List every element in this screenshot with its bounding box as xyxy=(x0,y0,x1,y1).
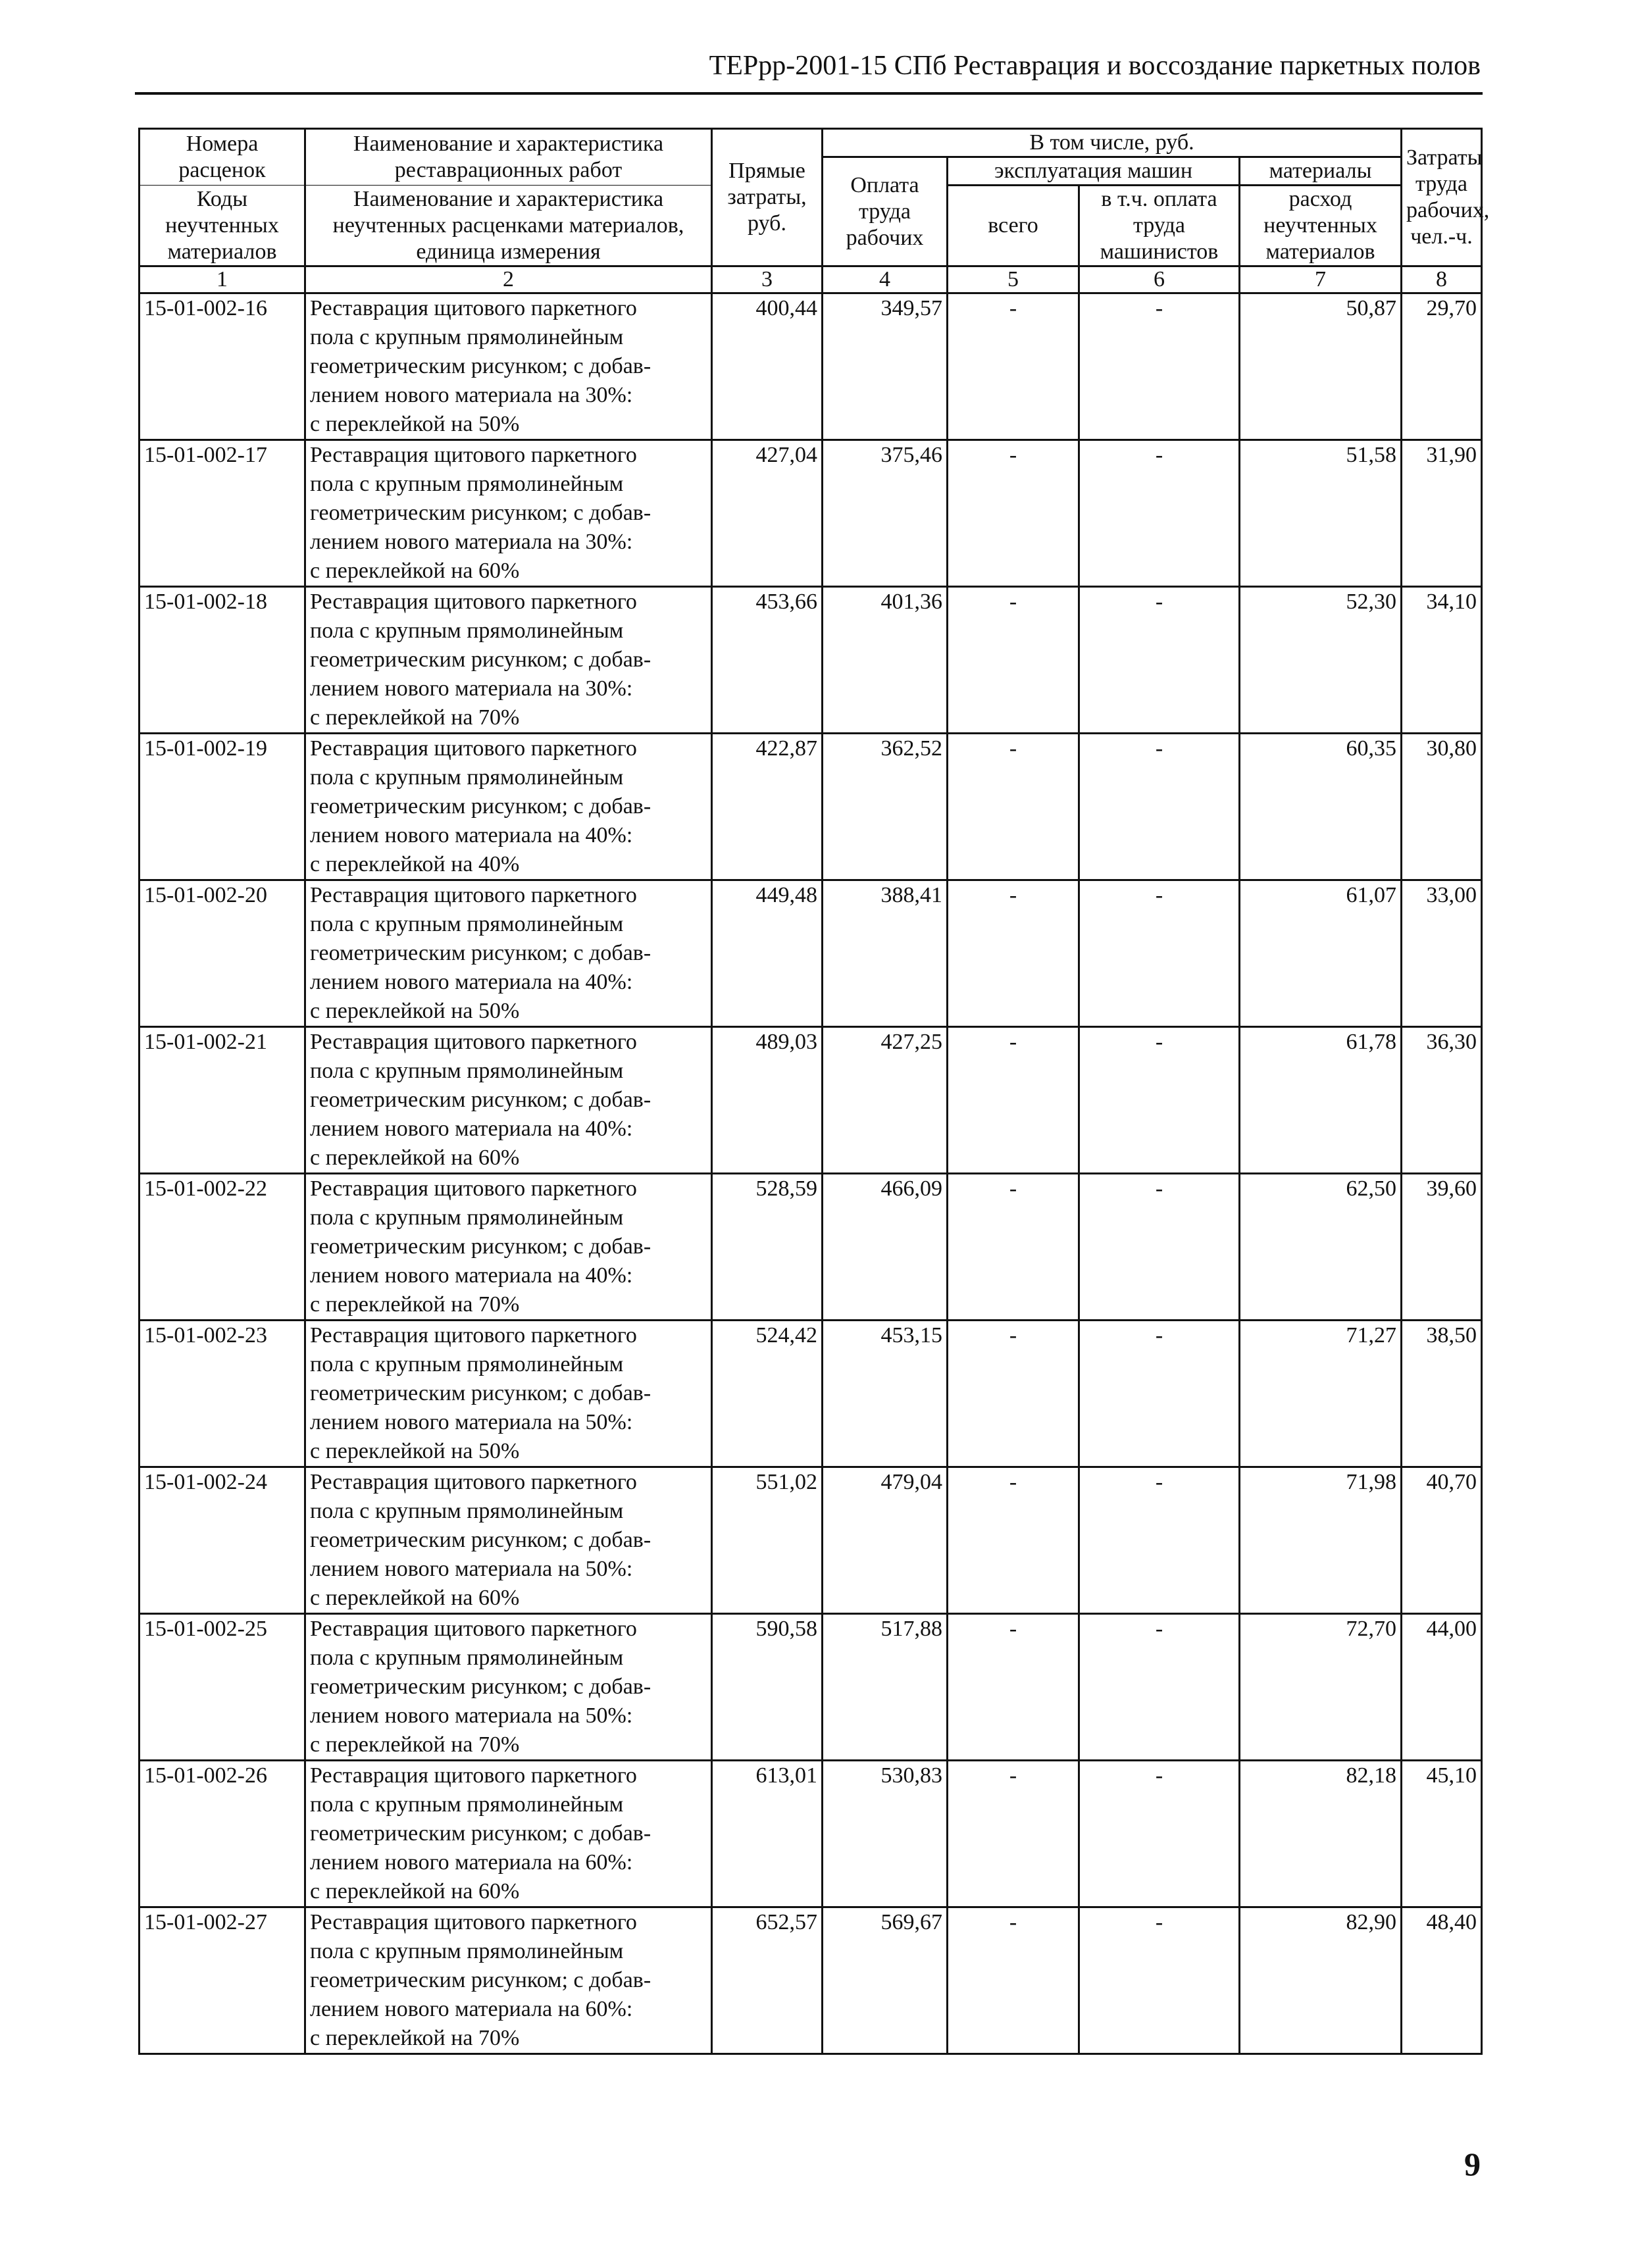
work-description-line: с переклейкой на 50% xyxy=(310,412,520,436)
work-description-line: пола с крупным прямолинейным xyxy=(310,618,624,643)
direct-costs-value: 453,66 xyxy=(712,587,823,734)
direct-costs-value: 590,58 xyxy=(712,1614,823,1761)
work-description-line: лением нового материала на 30%: xyxy=(310,676,633,701)
materials-value: 52,30 xyxy=(1240,587,1402,734)
materials-value: 60,35 xyxy=(1240,734,1402,880)
labor-hours-value: 36,30 xyxy=(1402,1027,1482,1174)
work-description-line: геометрическим рисунком; с добав- xyxy=(310,1381,651,1405)
work-description-line: геометрическим рисунком; с добав- xyxy=(310,354,651,378)
work-description-line: Реставрация щитового паркетного xyxy=(310,590,637,614)
work-description xyxy=(305,1761,712,1907)
header-work-name: Наименование и характеристика реставрационных работ xyxy=(305,129,712,186)
work-description-line: лением нового материала на 40%: xyxy=(310,1263,633,1288)
labor-hours-value: 38,50 xyxy=(1402,1321,1482,1467)
table-row xyxy=(140,1174,1482,1321)
direct-costs-value: 422,87 xyxy=(712,734,823,880)
work-description-line: геометрическим рисунком; с добав- xyxy=(310,647,651,672)
machine-operators-pay-value: - xyxy=(1079,1467,1240,1614)
work-description xyxy=(305,734,712,880)
rate-code: 15-01-002-25 xyxy=(140,1614,305,1761)
labor-hours-value: 45,10 xyxy=(1402,1761,1482,1907)
materials-value: 71,98 xyxy=(1240,1467,1402,1614)
work-description-line: геометрическим рисунком; с добав- xyxy=(310,1234,651,1259)
table-row xyxy=(140,880,1482,1027)
work-description-line: с переклейкой на 40% xyxy=(310,852,520,876)
work-description xyxy=(305,1321,712,1467)
machine-operators-pay-value: - xyxy=(1079,1907,1240,2054)
work-description-line: геометрическим рисунком; с добав- xyxy=(310,794,651,819)
labor-hours-value: 30,80 xyxy=(1402,734,1482,880)
work-description-line: Реставрация щитового паркетного xyxy=(310,736,637,761)
labor-hours-value: 44,00 xyxy=(1402,1614,1482,1761)
work-description xyxy=(305,440,712,587)
work-description-line: геометрическим рисунком; с добав- xyxy=(310,1968,651,1992)
header-rate-numbers: Номера расценок xyxy=(140,129,305,186)
column-number: 1 xyxy=(140,266,305,293)
header-machine-operators-pay: в т.ч. оплата труда машинистов xyxy=(1079,186,1240,266)
work-description-line: геометрическим рисунком; с добав- xyxy=(310,1528,651,1552)
work-description-line: с переклейкой на 70% xyxy=(310,1732,520,1757)
work-description-line: пола с крупным прямолинейным xyxy=(310,325,624,349)
labor-hours-value: 33,00 xyxy=(1402,880,1482,1027)
work-description-line: лением нового материала на 40%: xyxy=(310,970,633,994)
column-number: 4 xyxy=(823,266,948,293)
work-description-line: пола с крупным прямолинейным xyxy=(310,472,624,496)
work-description-line: лением нового материала на 40%: xyxy=(310,823,633,847)
direct-costs-value: 524,42 xyxy=(712,1321,823,1467)
machine-total-value: - xyxy=(948,880,1079,1027)
work-description-line: с переклейкой на 60% xyxy=(310,1879,520,1903)
labor-pay-value: 569,67 xyxy=(823,1907,948,2054)
table-row xyxy=(140,1027,1482,1174)
header-material-name: Наименование и характеристика неучтенных расценками материалов, единица измерения xyxy=(305,186,712,266)
work-description xyxy=(305,587,712,734)
work-description-line: пола с крупным прямолинейным xyxy=(310,1059,624,1083)
work-description-line: геометрическим рисунком; с добав- xyxy=(310,501,651,525)
header-unaccounted-codes: Коды неучтенных материалов xyxy=(140,186,305,266)
rate-code: 15-01-002-16 xyxy=(140,293,305,440)
work-description xyxy=(305,1467,712,1614)
table-row xyxy=(140,1614,1482,1761)
rate-code: 15-01-002-17 xyxy=(140,440,305,587)
work-description-line: с переклейкой на 60% xyxy=(310,1586,520,1610)
materials-value: 61,78 xyxy=(1240,1027,1402,1174)
machine-total-value: - xyxy=(948,1761,1079,1907)
work-description-line: пола с крупным прямолинейным xyxy=(310,765,624,790)
header-labor-pay: Оплата труда рабочих xyxy=(823,157,948,266)
work-description-line: с переклейкой на 70% xyxy=(310,705,520,730)
header-including: В том числе, руб. xyxy=(823,129,1402,157)
work-description-line: геометрическим рисунком; с добав- xyxy=(310,1821,651,1846)
column-number: 8 xyxy=(1402,266,1482,293)
work-description xyxy=(305,1174,712,1321)
work-description-line: пола с крупным прямолинейным xyxy=(310,1205,624,1230)
header-machine-operation: эксплуатация машин xyxy=(948,157,1240,186)
materials-value: 61,07 xyxy=(1240,880,1402,1027)
work-description xyxy=(305,1907,712,2054)
machine-operators-pay-value: - xyxy=(1079,1614,1240,1761)
table-row xyxy=(140,734,1482,880)
machine-total-value: - xyxy=(948,293,1079,440)
labor-pay-value: 530,83 xyxy=(823,1761,948,1907)
labor-hours-value: 29,70 xyxy=(1402,293,1482,440)
table-body xyxy=(140,293,1482,2054)
work-description-line: с переклейкой на 50% xyxy=(310,999,520,1023)
table-row xyxy=(140,1907,1482,2054)
work-description-line: с переклейкой на 70% xyxy=(310,2026,520,2050)
rate-code: 15-01-002-26 xyxy=(140,1761,305,1907)
work-description xyxy=(305,880,712,1027)
work-description-line: лением нового материала на 50%: xyxy=(310,1410,633,1434)
header-materials: материалы xyxy=(1240,157,1402,186)
column-number: 6 xyxy=(1079,266,1240,293)
machine-total-value: - xyxy=(948,1321,1079,1467)
header-rule xyxy=(135,92,1483,95)
column-number: 3 xyxy=(712,266,823,293)
rate-code: 15-01-002-22 xyxy=(140,1174,305,1321)
labor-hours-value: 48,40 xyxy=(1402,1907,1482,2054)
machine-operators-pay-value: - xyxy=(1079,1174,1240,1321)
direct-costs-value: 551,02 xyxy=(712,1467,823,1614)
labor-pay-value: 517,88 xyxy=(823,1614,948,1761)
page-header-title: ТЕРрр-2001-15 СПб Реставрация и воссоздание паркетных полов xyxy=(709,51,1481,81)
labor-pay-value: 362,52 xyxy=(823,734,948,880)
direct-costs-value: 652,57 xyxy=(712,1907,823,2054)
rate-code: 15-01-002-20 xyxy=(140,880,305,1027)
work-description-line: с переклейкой на 60% xyxy=(310,559,520,583)
machine-total-value: - xyxy=(948,1027,1079,1174)
materials-value: 62,50 xyxy=(1240,1174,1402,1321)
table-row xyxy=(140,1761,1482,1907)
direct-costs-value: 489,03 xyxy=(712,1027,823,1174)
rate-code: 15-01-002-27 xyxy=(140,1907,305,2054)
labor-pay-value: 375,46 xyxy=(823,440,948,587)
work-description-line: лением нового материала на 40%: xyxy=(310,1117,633,1141)
work-description xyxy=(305,1614,712,1761)
header-materials-consumption: расход неучтенных материалов xyxy=(1240,186,1402,266)
work-description-line: Реставрация щитового паркетного xyxy=(310,1176,637,1201)
work-description-line: с переклейкой на 50% xyxy=(310,1439,520,1463)
work-description-line: с переклейкой на 70% xyxy=(310,1292,520,1317)
work-description-line: лением нового материала на 60%: xyxy=(310,1850,633,1875)
materials-value: 51,58 xyxy=(1240,440,1402,587)
work-description-line: Реставрация щитового паркетного xyxy=(310,443,637,467)
work-description-line: геометрическим рисунком; с добав- xyxy=(310,1088,651,1112)
work-description-line: Реставрация щитового паркетного xyxy=(310,296,637,320)
machine-operators-pay-value: - xyxy=(1079,734,1240,880)
work-description-line: геометрическим рисунком; с добав- xyxy=(310,941,651,965)
machine-operators-pay-value: - xyxy=(1079,293,1240,440)
materials-value: 50,87 xyxy=(1240,293,1402,440)
work-description-line: пола с крупным прямолинейным xyxy=(310,1939,624,1963)
machine-total-value: - xyxy=(948,587,1079,734)
rates-table xyxy=(138,128,1490,2055)
materials-value: 71,27 xyxy=(1240,1321,1402,1467)
direct-costs-value: 449,48 xyxy=(712,880,823,1027)
work-description-line: Реставрация щитового паркетного xyxy=(310,1617,637,1641)
machine-operators-pay-value: - xyxy=(1079,1027,1240,1174)
work-description-line: Реставрация щитового паркетного xyxy=(310,1323,637,1348)
machine-operators-pay-value: - xyxy=(1079,587,1240,734)
labor-pay-value: 427,25 xyxy=(823,1027,948,1174)
labor-pay-value: 388,41 xyxy=(823,880,948,1027)
work-description-line: лением нового материала на 30%: xyxy=(310,383,633,407)
machine-total-value: - xyxy=(948,1614,1079,1761)
header-labor-costs: Затраты труда рабочих, чел.-ч. xyxy=(1402,129,1482,266)
table-row xyxy=(140,440,1482,587)
labor-hours-value: 40,70 xyxy=(1402,1467,1482,1614)
machine-operators-pay-value: - xyxy=(1079,440,1240,587)
work-description-line: пола с крупным прямолинейным xyxy=(310,1646,624,1670)
work-description-line: с переклейкой на 60% xyxy=(310,1146,520,1170)
machine-total-value: - xyxy=(948,1467,1079,1614)
table-row xyxy=(140,293,1482,440)
rate-code: 15-01-002-23 xyxy=(140,1321,305,1467)
materials-value: 82,90 xyxy=(1240,1907,1402,2054)
machine-total-value: - xyxy=(948,1174,1079,1321)
machine-operators-pay-value: - xyxy=(1079,1321,1240,1467)
work-description xyxy=(305,293,712,440)
work-description-line: Реставрация щитового паркетного xyxy=(310,883,637,907)
work-description-line: пола с крупным прямолинейным xyxy=(310,1499,624,1523)
work-description-line: лением нового материала на 60%: xyxy=(310,1997,633,2021)
direct-costs-value: 427,04 xyxy=(712,440,823,587)
labor-hours-value: 34,10 xyxy=(1402,587,1482,734)
labor-pay-value: 479,04 xyxy=(823,1467,948,1614)
work-description-line: лением нового материала на 50%: xyxy=(310,1557,633,1581)
table-row xyxy=(140,1321,1482,1467)
column-number: 2 xyxy=(305,266,712,293)
direct-costs-value: 613,01 xyxy=(712,1761,823,1907)
work-description-line: Реставрация щитового паркетного xyxy=(310,1763,637,1788)
labor-hours-value: 39,60 xyxy=(1402,1174,1482,1321)
machine-total-value: - xyxy=(948,440,1079,587)
machine-operators-pay-value: - xyxy=(1079,880,1240,1027)
labor-pay-value: 349,57 xyxy=(823,293,948,440)
labor-pay-value: 453,15 xyxy=(823,1321,948,1467)
labor-hours-value: 31,90 xyxy=(1402,440,1482,587)
work-description-line: пола с крупным прямолинейным xyxy=(310,1792,624,1817)
machine-total-value: - xyxy=(948,734,1079,880)
rate-code: 15-01-002-18 xyxy=(140,587,305,734)
header-direct-costs: Прямые затраты, руб. xyxy=(712,129,823,266)
work-description-line: геометрическим рисунком; с добав- xyxy=(310,1675,651,1699)
work-description-line: лением нового материала на 30%: xyxy=(310,530,633,554)
rate-code: 15-01-002-19 xyxy=(140,734,305,880)
work-description-line: пола с крупным прямолинейным xyxy=(310,912,624,936)
table-row xyxy=(140,1467,1482,1614)
work-description-line: пола с крупным прямолинейным xyxy=(310,1352,624,1376)
header-machine-total: всего xyxy=(948,186,1079,266)
work-description xyxy=(305,1027,712,1174)
work-description-line: Реставрация щитового паркетного xyxy=(310,1470,637,1494)
rate-code: 15-01-002-21 xyxy=(140,1027,305,1174)
labor-pay-value: 466,09 xyxy=(823,1174,948,1321)
column-number: 7 xyxy=(1240,266,1402,293)
work-description-line: Реставрация щитового паркетного xyxy=(310,1030,637,1054)
labor-pay-value: 401,36 xyxy=(823,587,948,734)
work-description-line: лением нового материала на 50%: xyxy=(310,1703,633,1728)
machine-operators-pay-value: - xyxy=(1079,1761,1240,1907)
work-description-line: Реставрация щитового паркетного xyxy=(310,1910,637,1934)
rate-code: 15-01-002-24 xyxy=(140,1467,305,1614)
materials-value: 72,70 xyxy=(1240,1614,1402,1761)
materials-value: 82,18 xyxy=(1240,1761,1402,1907)
table-row xyxy=(140,587,1482,734)
machine-total-value: - xyxy=(948,1907,1079,2054)
direct-costs-value: 528,59 xyxy=(712,1174,823,1321)
column-number: 5 xyxy=(948,266,1079,293)
direct-costs-value: 400,44 xyxy=(712,293,823,440)
page-number: 9 xyxy=(1464,2146,1481,2182)
